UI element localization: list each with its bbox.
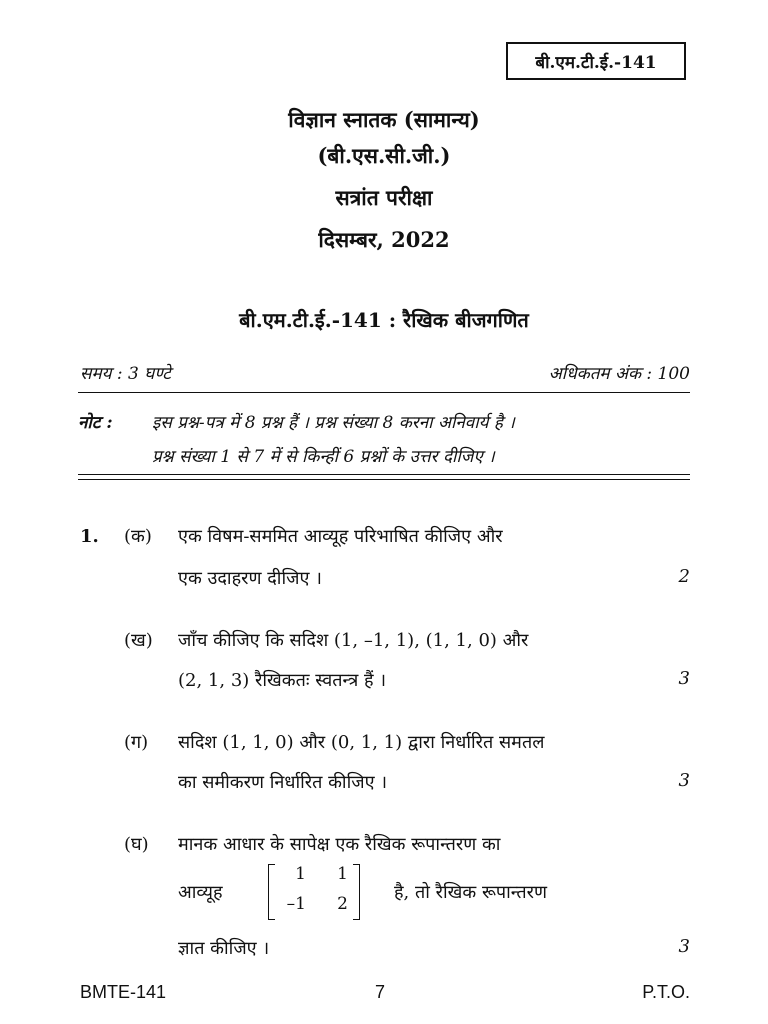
time-allowed: समय : 3 घण्टे (80, 364, 171, 384)
part-kha-line-1: जाँच कीजिए कि सदिश (1, –1, 1), (1, 1, 0) और (178, 630, 529, 651)
part-ga-line-1: सदिश (1, 1, 0) और (0, 1, 1) द्वारा निर्धारित समतल (178, 732, 545, 753)
matrix-cell-2-2: 2 (337, 894, 348, 914)
course-title: बी.एम.टी.ई.-141 : रैखिक बीजगणित (239, 308, 529, 332)
degree-abbrev: (बी.एस.सी.जी.) (317, 143, 451, 168)
part-ka-marks: 2 (678, 566, 690, 587)
part-ka-line-2: एक उदाहरण दीजिए । (178, 568, 322, 589)
matrix-cell-2-1: –1 (286, 894, 306, 914)
part-label-ka: (क) (124, 526, 152, 547)
part-gha-line-3: ज्ञात कीजिए । (178, 938, 270, 959)
note-label: नोट : (78, 413, 113, 433)
part-gha-line-1: मानक आधार के सापेक्ष एक रैखिक रूपान्तरण का (178, 834, 501, 855)
please-turn-over: P.T.O. (642, 982, 690, 1002)
divider-top (78, 392, 690, 393)
part-kha-marks: 3 (678, 668, 690, 689)
paper-code: बी.एम.टी.ई.-141 (535, 52, 657, 73)
footer-code: BMTE-141 (80, 982, 167, 1002)
part-ga-marks: 3 (678, 770, 690, 791)
matrix-right-bracket (353, 864, 360, 920)
question-number: 1. (80, 526, 99, 547)
matrix-cell-1-2: 1 (337, 864, 348, 884)
part-label-gha: (घ) (124, 834, 149, 855)
paper-code-box (506, 42, 686, 80)
matrix-cell-1-1: 1 (295, 864, 306, 884)
exam-name: सत्रांत परीक्षा (335, 185, 433, 210)
transformation-matrix (268, 862, 360, 920)
part-ka-line-1: एक विषम-सममित आव्यूह परिभाषित कीजिए और (178, 526, 503, 547)
divider-double-1 (78, 474, 690, 475)
part-label-kha: (ख) (124, 630, 153, 651)
part-gha-line-2-prefix: आव्यूह (178, 882, 223, 903)
matrix-left-bracket (268, 864, 275, 920)
exam-date: दिसम्बर, 2022 (318, 227, 450, 252)
page-number: 7 (375, 982, 386, 1002)
note-line-2: प्रश्न संख्या 1 से 7 में से किन्हीं 6 प्रश्नों के उत्तर दीजिए । (152, 447, 495, 467)
note-line-1: इस प्रश्न-पत्र में 8 प्रश्न हैं । प्रश्न संख्या 8 करना अनिवार्य है । (152, 413, 515, 433)
divider-double-2 (78, 479, 690, 480)
maximum-marks: अधिकतम अंक : 100 (548, 364, 690, 384)
degree-title: विज्ञान स्नातक (सामान्य) (288, 107, 480, 132)
part-label-ga: (ग) (124, 732, 149, 753)
part-kha-line-2: (2, 1, 3) रैखिकतः स्वतन्त्र हैं । (178, 670, 387, 691)
part-ga-line-2: का समीकरण निर्धारित कीजिए । (178, 772, 388, 793)
part-gha-line-2-suffix: है, तो रैखिक रूपान्तरण (394, 882, 547, 903)
part-gha-marks: 3 (678, 936, 690, 957)
